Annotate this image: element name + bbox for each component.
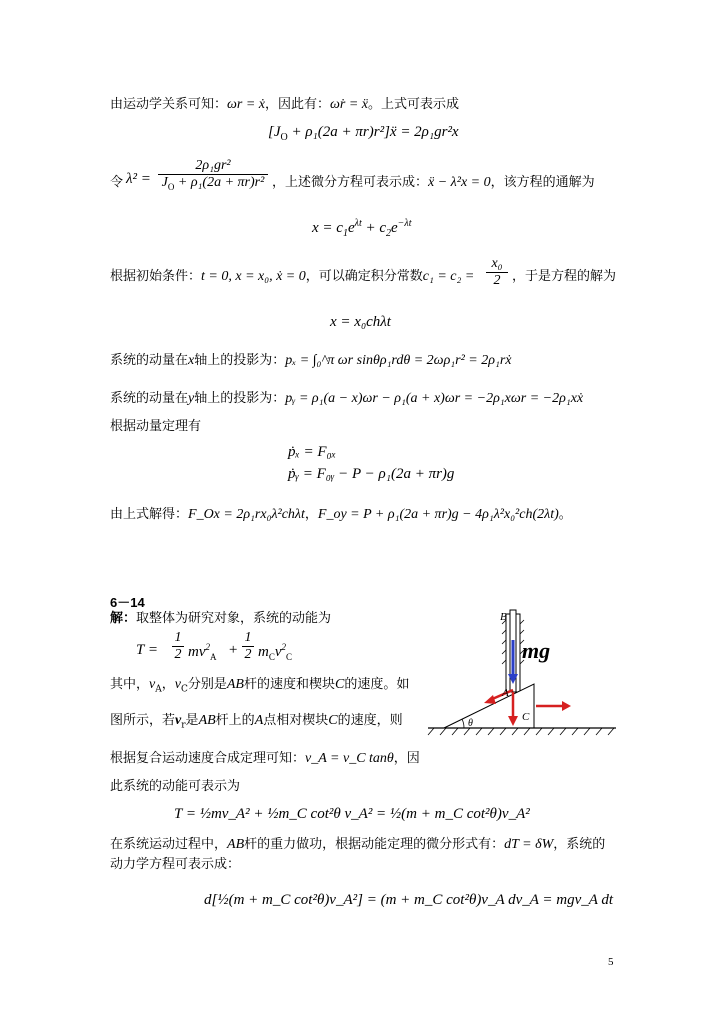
label-theta: θ bbox=[468, 718, 473, 729]
text: 在系统运动过程中， bbox=[110, 837, 228, 852]
text: 系统的动量在 bbox=[110, 391, 189, 406]
den: 2 bbox=[172, 646, 184, 663]
solution-label: 解： bbox=[110, 611, 137, 626]
den: 2 bbox=[242, 646, 254, 663]
text: ，该方程的通解为 bbox=[490, 175, 595, 190]
lambda-def bbox=[126, 171, 151, 188]
equation-2 bbox=[312, 218, 412, 239]
math: ωr = ẋ bbox=[227, 97, 266, 112]
math: c₁ = c₂ = bbox=[422, 269, 475, 284]
text: 杆的速度和楔块 bbox=[243, 677, 335, 692]
T-equation-1-lhs: T = bbox=[136, 642, 158, 658]
math: v bbox=[174, 677, 181, 692]
math: ẍ − λ²x = 0 bbox=[428, 175, 491, 190]
text: 点相对楔块 bbox=[263, 713, 329, 728]
math: dT = δW bbox=[504, 837, 554, 852]
denominator-rest: + ρ₁(2a + πr)r² bbox=[174, 175, 265, 190]
T-equation-2: T = ½mv_A² + ½m_C cot²θ v_A² = ½(m + m_C cot²θ)v_A² bbox=[174, 806, 530, 822]
text-line-s3 bbox=[110, 712, 403, 735]
math: 1 bbox=[342, 228, 348, 239]
text: 轴上的投影为： bbox=[194, 353, 286, 368]
text-line-4 bbox=[110, 352, 512, 370]
label-mg: mg bbox=[522, 638, 551, 663]
math: C bbox=[286, 652, 293, 662]
text: 轴上的投影为： bbox=[194, 391, 286, 406]
section-number: 6－14 bbox=[110, 595, 145, 610]
math: [J bbox=[268, 124, 281, 140]
label-b: B bbox=[500, 611, 507, 623]
denominator: 2 bbox=[486, 272, 508, 289]
text-line-3 bbox=[110, 268, 474, 286]
text: 取整体为研究对象，系统的动能为 bbox=[136, 611, 332, 626]
text: 其中， bbox=[110, 677, 150, 692]
math: λ² = bbox=[126, 171, 151, 187]
plus: + bbox=[228, 642, 239, 658]
fraction-2 bbox=[486, 256, 508, 289]
math: F_oy = P + ρ₁(2a + πr)g − 4ρ₁λ²x₀²ch(2λt) bbox=[317, 507, 559, 522]
math: v bbox=[175, 713, 182, 728]
arrowhead-wedge bbox=[562, 701, 571, 711]
denominator: J bbox=[161, 175, 168, 190]
text: 杆上的 bbox=[215, 713, 255, 728]
equation-5: ṗᵧ = F₀ᵧ − P − ρ₁(2a + πr)g bbox=[288, 466, 455, 482]
text: 图所示，若 bbox=[110, 713, 176, 728]
math: r bbox=[181, 720, 186, 731]
math: 2 bbox=[386, 228, 391, 239]
math: C bbox=[268, 652, 275, 662]
math: mv bbox=[188, 644, 206, 660]
text: 根据初始条件： bbox=[110, 269, 202, 284]
text: ，因此有： bbox=[265, 97, 331, 112]
text-line-2a bbox=[110, 174, 123, 192]
text-line-3b bbox=[512, 268, 616, 286]
math: x = c bbox=[312, 220, 343, 236]
wedge-c bbox=[444, 684, 534, 728]
text: 。上式可表示成 bbox=[368, 97, 460, 112]
math: A bbox=[155, 684, 162, 695]
text: ，因 bbox=[393, 751, 420, 766]
math: F_Ox = 2ρ₁rx₀λ²chλt bbox=[188, 507, 305, 522]
page-number: 5 bbox=[608, 956, 614, 968]
text: 分别是 bbox=[187, 677, 227, 692]
text: ， bbox=[161, 677, 175, 692]
text: 的速度。如 bbox=[344, 677, 410, 692]
math: A bbox=[210, 652, 217, 662]
math: C bbox=[328, 713, 338, 728]
math: v_A = v_C tanθ bbox=[305, 751, 394, 766]
text: ，于是方程的解为 bbox=[512, 269, 617, 284]
arrowhead-slope bbox=[484, 695, 496, 704]
text-line-7 bbox=[110, 506, 572, 524]
half-1 bbox=[172, 630, 184, 663]
math: e bbox=[347, 220, 355, 236]
text-line-2b bbox=[272, 174, 595, 192]
text-line-s2 bbox=[110, 676, 409, 699]
math: C bbox=[180, 684, 188, 695]
equation-6: d[½(m + m_C cot²θ)v_A²] = (m + m_C cot²θ)v_A dv_A = mgv_A dt bbox=[204, 892, 614, 908]
math: AB bbox=[226, 677, 244, 692]
math: + c bbox=[361, 220, 386, 236]
text-line-6: 根据动量定理有 bbox=[110, 419, 202, 434]
equation-4: ṗₓ = F₀ₓ bbox=[288, 444, 337, 460]
math: pᵧ = ρ₁(a − x)ωr − ρ₁(a + x)ωr = −2ρ₁xωr = −2ρ₁xẋ bbox=[285, 391, 584, 406]
math: y bbox=[188, 391, 195, 406]
text: 根据复合运动速度合成定理可知： bbox=[110, 751, 306, 766]
text: ，系统的 bbox=[553, 837, 606, 852]
text: ，可以确定积分常数 bbox=[305, 269, 423, 284]
text: ，上述微分方程可表示成： bbox=[272, 175, 429, 190]
text-line-5 bbox=[110, 390, 583, 408]
equation-1 bbox=[268, 124, 459, 143]
mechanism-figure bbox=[424, 604, 624, 750]
text: 杆的重力做功，根据动能定理的微分形式有： bbox=[244, 837, 505, 852]
math: v bbox=[149, 677, 156, 692]
T-equation-1-term1 bbox=[188, 642, 217, 662]
num: 1 bbox=[244, 630, 252, 645]
section-intro bbox=[110, 610, 331, 628]
math: O bbox=[280, 132, 288, 143]
math: 2 bbox=[205, 642, 210, 652]
denominator-sub: O bbox=[167, 181, 175, 192]
text-line-s5: 此系统的动能可表示为 bbox=[110, 779, 241, 794]
math: λt bbox=[354, 218, 362, 229]
half-2 bbox=[242, 630, 254, 663]
math: x bbox=[188, 353, 195, 368]
math: ω̇r = ẍ bbox=[330, 97, 369, 112]
equation-3: x = x₀chλt bbox=[330, 314, 391, 330]
text: 令 bbox=[110, 175, 124, 190]
text-line-1 bbox=[110, 96, 459, 114]
math: m bbox=[258, 644, 269, 660]
math: + ρ₁(2a + πr)r²]ẍ = 2ρ₁gr²x bbox=[287, 124, 459, 140]
numerator: x₀ bbox=[491, 256, 503, 271]
text: 由运动学关系可知： bbox=[110, 97, 228, 112]
fraction-1 bbox=[158, 158, 268, 192]
math: AB bbox=[198, 713, 216, 728]
label-a: A bbox=[502, 687, 509, 699]
text: ， bbox=[304, 507, 318, 522]
text-line-s4 bbox=[110, 750, 420, 768]
T-equation-1-term2 bbox=[258, 642, 292, 662]
ground-hatch bbox=[428, 728, 614, 735]
math: AB bbox=[227, 837, 245, 852]
math: 2 bbox=[281, 642, 287, 652]
math: A bbox=[254, 713, 264, 728]
math: e bbox=[391, 220, 398, 236]
text-line-s6 bbox=[110, 836, 605, 854]
text: 是 bbox=[185, 713, 199, 728]
math: v bbox=[274, 644, 282, 660]
text: 的速度，则 bbox=[337, 713, 403, 728]
numerator: 2ρ₁gr² bbox=[195, 158, 231, 173]
text-line-s7: 动力学方程可表示成： bbox=[110, 857, 241, 872]
text: 。 bbox=[558, 507, 572, 522]
math: t = 0, x = x₀, ẋ = 0 bbox=[201, 269, 306, 284]
label-c: C bbox=[522, 711, 530, 723]
math: C bbox=[335, 677, 345, 692]
num: 1 bbox=[174, 630, 182, 645]
math: pₓ = ∫₀^π ωr sinθρ₁rdθ = 2ωρ₁r² = 2ρ₁rẋ bbox=[285, 353, 512, 368]
math: −λt bbox=[397, 218, 412, 229]
fraction-bar bbox=[158, 174, 268, 192]
text: 系统的动量在 bbox=[110, 353, 189, 368]
text: 由上式解得： bbox=[110, 507, 189, 522]
